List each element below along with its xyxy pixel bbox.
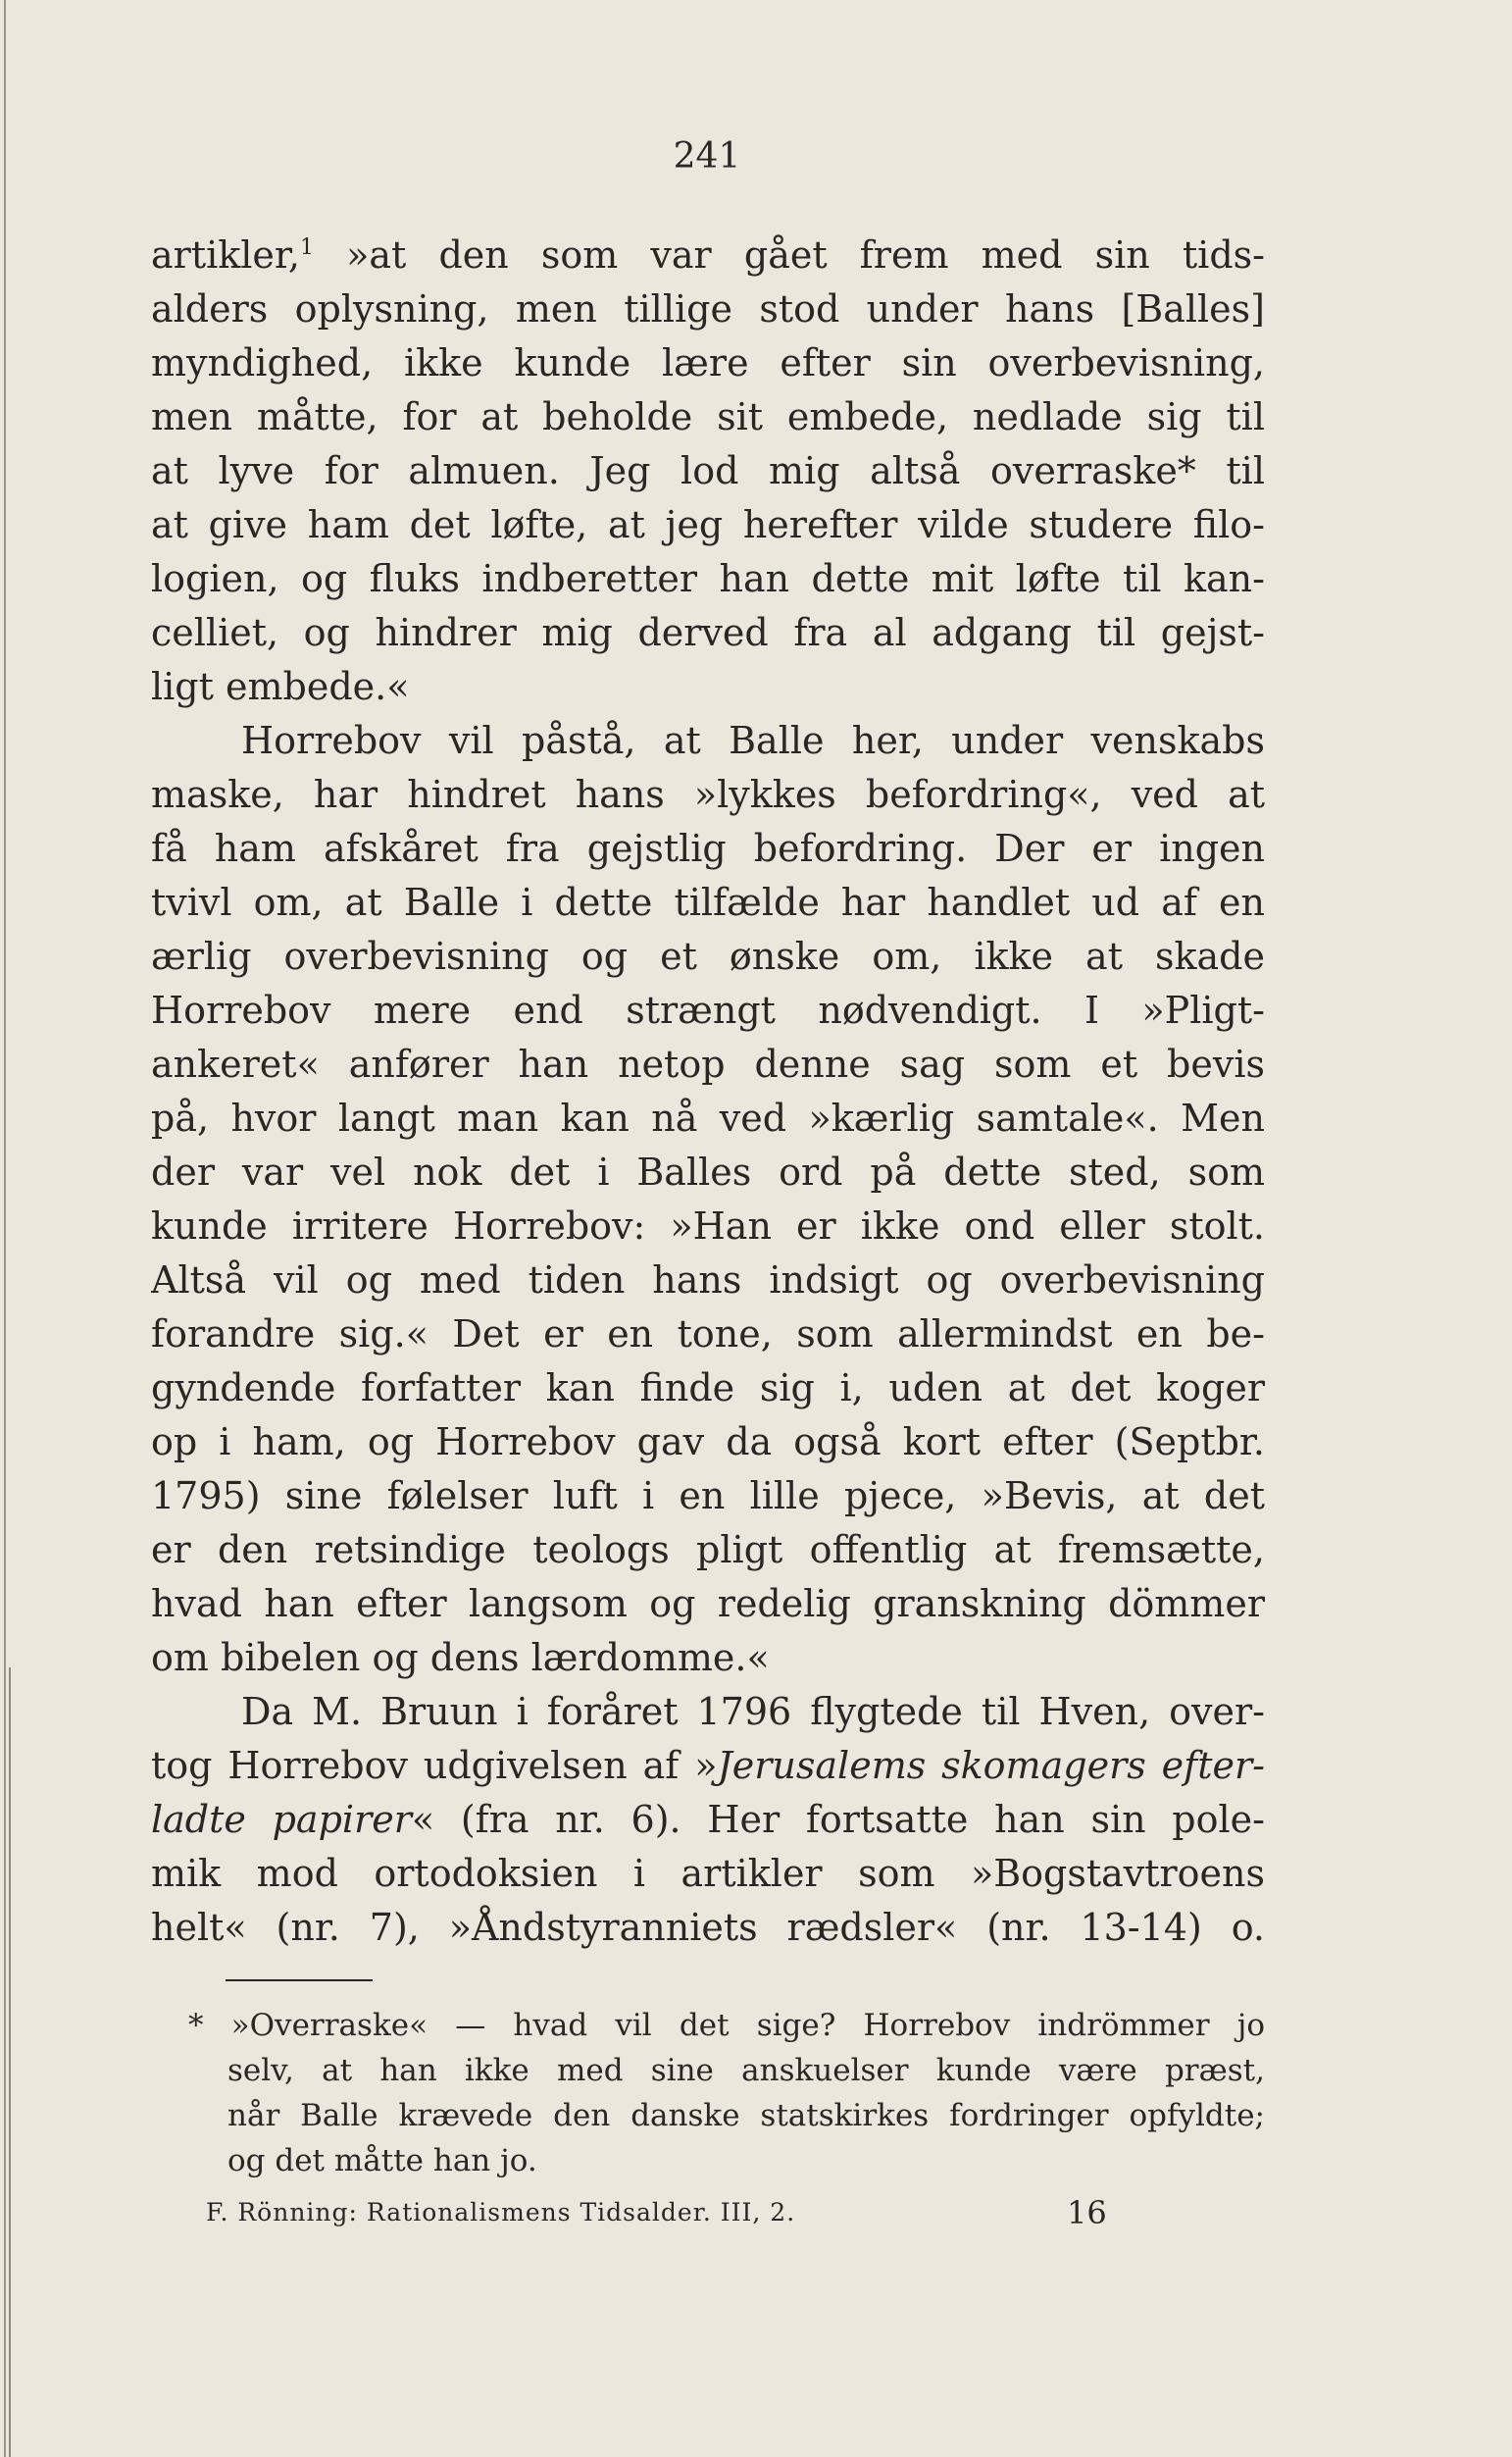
footnote-line: selv, at han ikke med sine anskuelser kunde være præst,: [227, 2053, 1265, 2088]
footnote-marker: 1: [299, 235, 314, 260]
italic-title: Jerusalems skomagers efter-: [717, 1744, 1265, 1787]
text-line: at give ham det løfte, at jeg herefter vilde studere filo-: [151, 503, 1265, 546]
text-line: maske, har hindret hans »lykkes befordring«, ved at: [151, 773, 1265, 816]
footnote-line: når Balle krævede den danske statskirkes fordringer opfyldte;: [227, 2098, 1265, 2133]
page-edge-line: [4, 0, 6, 2457]
text-line: hvad han efter langsom og redelig granskning dömmer: [151, 1582, 1265, 1625]
text-line: celliet, og hindrer mig derved fra al adgang til gejst-: [151, 611, 1265, 654]
signature-number: 16: [1067, 2194, 1107, 2231]
footnote-line: * »Overraske« — hvad vil det sige? Horrebov indrömmer jo: [188, 2008, 1265, 2043]
text-line: Altså vil og med tiden hans indsigt og overbevisning: [151, 1258, 1265, 1302]
footnote-divider: [226, 1979, 373, 1981]
text-line: få ham afskåret fra gejstlig befordring. Der er ingen: [151, 827, 1265, 870]
text-line: at lyve for almuen. Jeg lod mig altså overraske* til: [151, 449, 1265, 492]
text-line: ankeret« anfører han netop denne sag som et bevis: [151, 1043, 1265, 1086]
text-line: kunde irritere Horrebov: »Han er ikke ond eller stolt.: [151, 1204, 1265, 1248]
text-line: ladte papirer« (fra nr. 6). Her fortsatte han sin pole-: [151, 1798, 1265, 1841]
printer-signature: F. Rönning: Rationalismens Tidsalder. III, 2.: [206, 2198, 796, 2227]
footnote: [188, 2003, 1265, 2183]
text-line: ligt embede.«: [151, 665, 410, 708]
italic-title: ladte papirer: [151, 1798, 412, 1841]
text-line: om bibelen og dens lærdomme.«: [151, 1636, 770, 1679]
text-line: er den retsindige teologs pligt offentlig at fremsætte,: [151, 1528, 1265, 1571]
text-line: myndighed, ikke kunde lære efter sin overbevisning,: [151, 341, 1265, 384]
text-line: op i ham, og Horrebov gav da også kort efter (Septbr.: [151, 1420, 1265, 1463]
text-line: logien, og fluks indberetter han dette mit løfte til kan-: [151, 557, 1265, 600]
text-line: gyndende forfatter kan finde sig i, uden at det koger: [151, 1366, 1265, 1409]
text-line: Horrebov vil påstå, at Balle her, under venskabs: [241, 719, 1265, 762]
footnote-line: og det måtte han jo.: [227, 2143, 537, 2178]
page-number: 241: [673, 136, 741, 177]
text-line: der var vel nok det i Balles ord på dette sted, som: [151, 1151, 1265, 1194]
text-line: artikler,$^1$ »at den som var gået frem med sin tids-: [151, 233, 1265, 277]
text-line: alders oplysning, men tillige stod under hans [Balles]: [151, 287, 1265, 331]
text-line: helt« (nr. 7), »Åndstyranniets rædsler« (nr. 13-14) o.: [151, 1906, 1265, 1949]
body-text: [151, 229, 1265, 1955]
text-line: tog Horrebov udgivelsen af »Jerusalems skomagers efter-: [151, 1744, 1265, 1787]
text-line: 1795) sine følelser luft i en lille pjece, »Bevis, at det: [151, 1474, 1265, 1517]
text-line: ærlig overbevisning og et ønske om, ikke at skade: [151, 935, 1265, 978]
text-line: Da M. Bruun i foråret 1796 flygtede til Hven, over-: [241, 1690, 1265, 1733]
text-line: tvivl om, at Balle i dette tilfælde har handlet ud af en: [151, 881, 1265, 924]
text-line: Horrebov mere end strængt nødvendigt. I »Pligt-: [151, 989, 1265, 1032]
text-line: forandre sig.« Det er en tone, som allermindst en be-: [151, 1312, 1265, 1356]
page-edge-line-secondary: [9, 1667, 11, 2457]
text-line: men måtte, for at beholde sit embede, nedlade sig til: [151, 395, 1265, 438]
text-line: mik mod ortodoksien i artikler som »Bogstavtroens: [151, 1852, 1265, 1895]
text-line: på, hvor langt man kan nå ved »kærlig samtale«. Men: [151, 1097, 1265, 1140]
